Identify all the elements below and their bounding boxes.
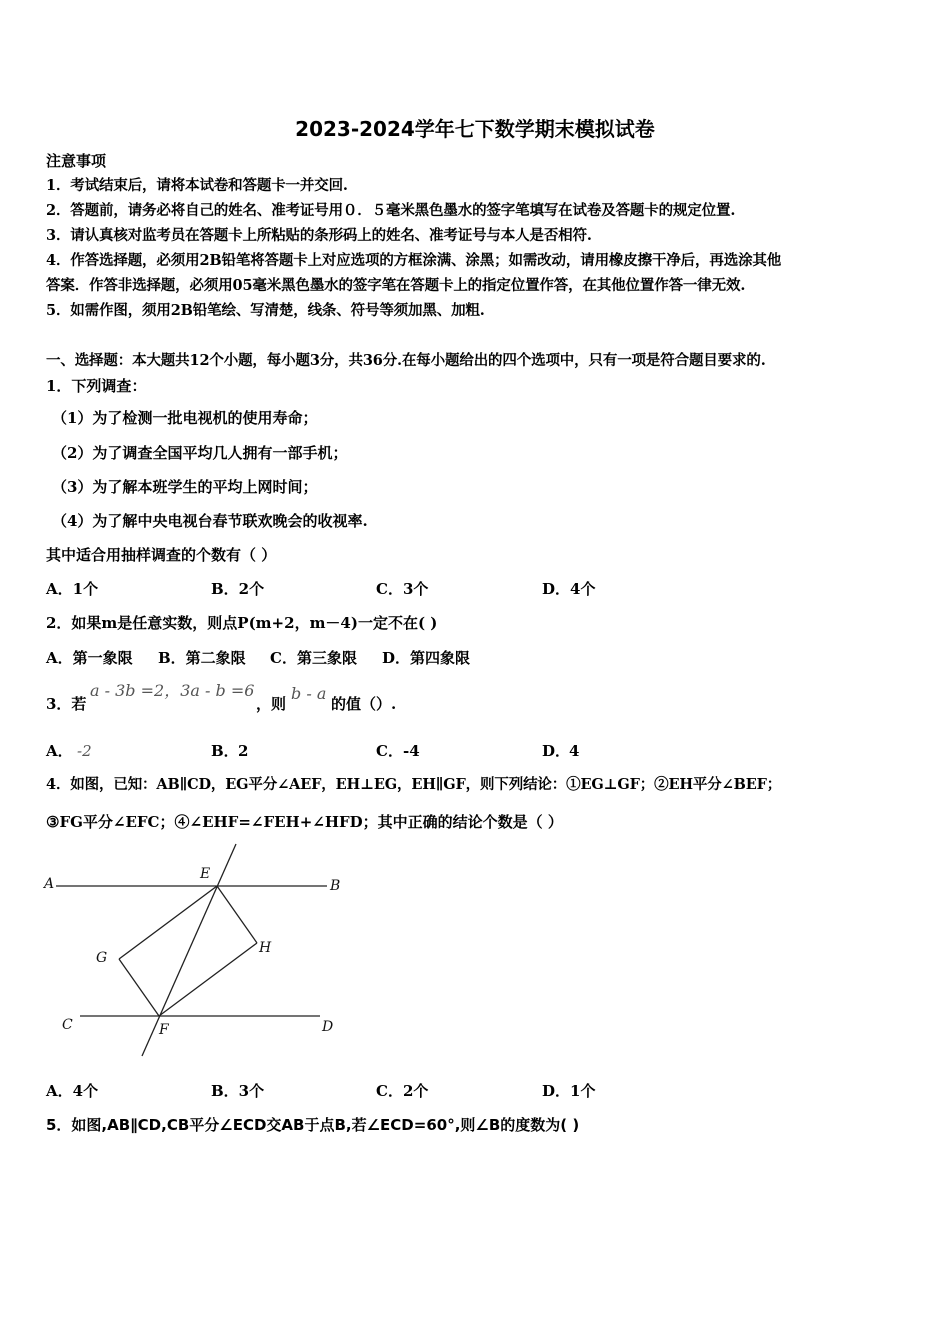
q3-prefix: 3．若 [46, 695, 87, 713]
q3-middle: ，则 [256, 695, 287, 713]
label-e: E [200, 866, 211, 882]
notice-heading: 注意事项 [46, 152, 107, 170]
notice-item-3: 3．请认真核对监考员在答题卡上所粘贴的条形码上的姓名、准考证号与本人是否相符. [46, 227, 592, 244]
q3-option-d-value: 4 [569, 742, 580, 760]
q3-option-b-value: 2 [238, 742, 249, 760]
line-transversal [142, 844, 236, 1056]
q3-option-d-label: D． [542, 742, 571, 760]
segment-hf [159, 943, 257, 1016]
q3-option-c-label: C． [376, 742, 403, 760]
q3-suffix: 的值（）. [331, 695, 397, 713]
q2-option-c: C．第三象限 [270, 649, 357, 667]
q2-option-d: D．第四象限 [382, 649, 471, 667]
q3-option-c-value: -4 [403, 742, 420, 760]
notice-item-4: 4．作答选择题，必须用2B铅笔将答题卡上对应选项的方框涂满、涂黑；如需改动，请用橡皮擦干净后，再选涂其他 [46, 252, 782, 269]
label-g: G [96, 950, 108, 966]
q1-sub-2: （2）为了调查全国平均几人拥有一部手机； [52, 444, 348, 462]
notice-item-5: 5．如需作图，须用2B铅笔绘、写清楚，线条、符号等须加黑、加粗. [46, 302, 485, 319]
q1-sub-4: （4）为了解中央电视台春节联欢晚会的收视率. [52, 512, 368, 530]
q3-expr: b - a [291, 684, 327, 703]
q1-question: 其中适合用抽样调查的个数有（ ） [46, 546, 277, 564]
segment-gf [119, 959, 159, 1016]
q3-option-a-label: A． [46, 742, 73, 760]
label-h: H [259, 940, 272, 956]
q4-line-2: ③FG平分∠EFC；④∠EHF=∠FEH+∠HFD；其中正确的结论个数是（ ） [46, 813, 563, 831]
notice-item-1: 1．考试结束后，请将本试卷和答题卡一并交回. [46, 177, 348, 194]
q1-option-b: B．2个 [211, 580, 265, 598]
q1-option-d: D．4个 [542, 580, 596, 598]
q4-option-d: D．1个 [542, 1082, 596, 1100]
q1-sub-3: （3）为了解本班学生的平均上网时间； [52, 478, 318, 496]
q2-stem: 2．如果m是任意实数，则点P(m+2，m－4)一定不在( ) [46, 614, 438, 632]
q4-line-1: 4．如图，已知：AB∥CD，EG平分∠AEF，EH⊥EG，EH∥GF，则下列结论：①EG⊥GF；②EH平分∠BEF； [46, 776, 782, 793]
label-a: A [44, 876, 55, 892]
q2-option-a: A．第一象限 [46, 649, 133, 667]
q3-condition: a - 3b =2，3a - b =6 [90, 681, 255, 700]
q4-option-c: C．2个 [376, 1082, 429, 1100]
segment-eg [119, 886, 217, 959]
q1-stem: 1．下列调查： [46, 377, 147, 395]
label-b: B [330, 878, 341, 894]
segment-eh [217, 886, 257, 943]
q2-option-b: B．第二象限 [158, 649, 246, 667]
q3-option-a-value: -2 [77, 742, 92, 760]
label-d: D [322, 1019, 334, 1035]
label-f: F [159, 1022, 169, 1038]
q4-option-b: B．3个 [211, 1082, 265, 1100]
notice-item-4-cont: 答案．作答非选择题，必须用05毫米黑色墨水的签字笔在答题卡上的指定位置作答，在其他位置作答一律无效. [46, 277, 746, 294]
q4-geometry-figure [38, 840, 350, 1062]
q3-option-b-label: B． [211, 742, 239, 760]
q1-option-a: A．1个 [46, 580, 99, 598]
section-heading: 一、选择题：本大题共12个小题，每小题3分，共36分.在每小题给出的四个选项中，只有一项是符合题目要求的. [46, 352, 766, 369]
notice-item-2: 2．答题前，请务必将自己的姓名、准考证号用０．５毫米黑色墨水的签字笔填写在试卷及答题卡的规定位置. [46, 202, 736, 219]
q1-option-c: C．3个 [376, 580, 429, 598]
q5-stem: 5．如图,AB∥CD,CB平分∠ECD交AB于点B,若∠ECD=60°,则∠B的度数为( ) [46, 1116, 580, 1134]
q4-option-a: A．4个 [46, 1082, 99, 1100]
label-c: C [62, 1017, 73, 1033]
q1-sub-1: （1）为了检测一批电视机的使用寿命； [52, 409, 318, 427]
page-title: 2023-2024学年七下数学期末模拟试卷 [295, 117, 655, 141]
